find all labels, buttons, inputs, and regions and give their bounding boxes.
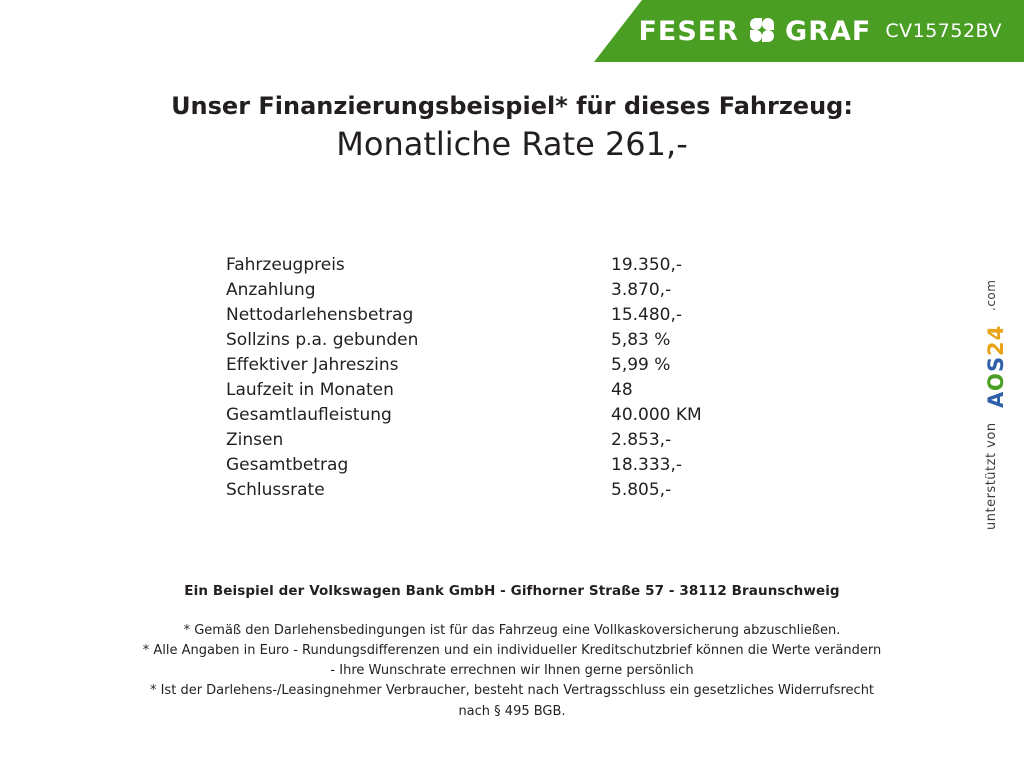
table-row: [226, 255, 702, 280]
logo-letter-s: S: [984, 356, 1008, 373]
aos24-logo: [984, 325, 1008, 408]
page-title-block: [0, 92, 1024, 166]
row-label: Zinsen: [226, 430, 284, 450]
row-value: 3.870,-: [611, 280, 672, 300]
supported-by-label: unterstützt von: [984, 422, 999, 530]
legal-notes: [0, 621, 1024, 722]
row-label: Effektiver Jahreszins: [226, 355, 399, 375]
bank-line: Ein Beispiel der Volkswagen Bank GmbH - Gifhorner Straße 57 - 38112 Braunschweig: [184, 583, 840, 599]
logo-domain-suffix: .com: [984, 279, 998, 311]
logo-letter-o: O: [984, 372, 1008, 392]
vehicle-code: CV15752BV: [885, 20, 1002, 42]
table-row: [226, 480, 702, 505]
table-row: [226, 455, 702, 480]
legal-note: nach § 495 BGB.: [458, 703, 566, 719]
finance-table: [226, 255, 702, 505]
supported-by-sidebar: [984, 240, 1018, 530]
legal-note: * Alle Angaben in Euro - Rundungsdifferenzen und ein individueller Kreditschutzbrief können die Werte verändern: [142, 643, 882, 659]
page-title: Monatliche Rate 261,-: [336, 124, 688, 163]
table-row: [226, 280, 702, 305]
logo-number-24: 24: [984, 324, 1008, 357]
row-label: Gesamtbetrag: [226, 455, 349, 475]
footer: [0, 583, 1024, 722]
table-row: [226, 380, 702, 405]
row-value: 5,83 %: [611, 330, 671, 350]
row-value: 40.000 KM: [611, 405, 702, 425]
row-value: 19.350,-: [611, 255, 683, 275]
legal-note: * Ist der Darlehens-/Leasingnehmer Verbraucher, besteht nach Vertragsschluss ein gesetzliches Widerrufsrecht: [149, 683, 875, 699]
row-label: Nettodarlehensbetrag: [226, 305, 414, 325]
row-label: Gesamtlaufleistung: [226, 405, 392, 425]
row-label: Anzahlung: [226, 280, 316, 300]
table-row: [226, 305, 702, 330]
table-row: [226, 330, 702, 355]
row-label: Laufzeit in Monaten: [226, 380, 394, 400]
row-value: 15.480,-: [611, 305, 683, 325]
row-value: 48: [611, 380, 633, 400]
brand-name-first: FESER: [638, 15, 740, 47]
header-banner: [0, 0, 1024, 62]
clover-icon: [749, 18, 775, 44]
row-value: 2.853,-: [611, 430, 672, 450]
row-value: 5,99 %: [611, 355, 671, 375]
legal-note: - Ihre Wunschrate errechnen wir Ihnen gerne persönlich: [330, 663, 694, 679]
logo-letter-a: A: [984, 391, 1008, 409]
row-label: Fahrzeugpreis: [226, 255, 345, 275]
brand-name-second: GRAF: [785, 15, 872, 47]
row-value: 18.333,-: [611, 455, 683, 475]
row-label: Sollzins p.a. gebunden: [226, 330, 419, 350]
table-row: [226, 430, 702, 455]
brand-lockup: [638, 0, 1002, 62]
row-label: Schlussrate: [226, 480, 325, 500]
table-row: [226, 405, 702, 430]
page-subtitle: Unser Finanzierungsbeispiel* für dieses Fahrzeug:: [171, 92, 853, 120]
row-value: 5.805,-: [611, 480, 672, 500]
legal-note: * Gemäß den Darlehensbedingungen ist für das Fahrzeug eine Vollkaskoversicherung abzuschließen.: [183, 623, 841, 638]
table-row: [226, 355, 702, 380]
